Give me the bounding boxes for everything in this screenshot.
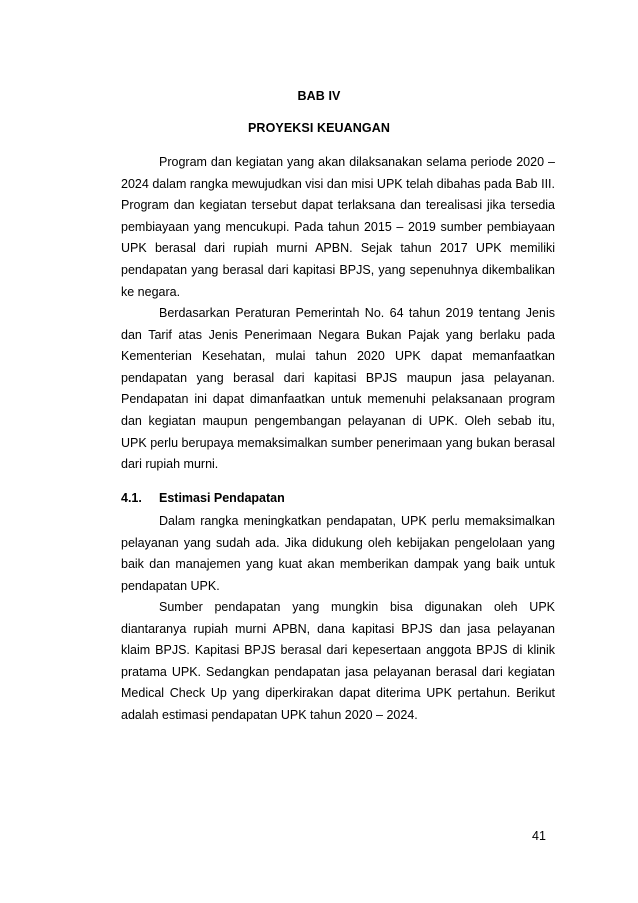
section-title: Estimasi Pendapatan	[159, 491, 285, 505]
paragraph-income-strategy	[121, 511, 555, 597]
paragraph-intro	[121, 152, 555, 303]
section-number: 4.1.	[121, 491, 142, 505]
paragraph-text: Berdasarkan Peraturan Pemerintah No. 64 tahun 2019 tentang Jenis dan Tarif atas Jenis Penerimaan Negara Bukan Pajak yang berlaku pada Kementerian Kesehatan, mulai tahun 2020 UPK dapat memanfaatkan pendapatan yang berasal dari kapitasi BPJS maupun jasa pelayanan. Pendapatan ini dapat dimanfaatkan untuk memenuhi pelaksanaan program dan kegiatan maupun pengembangan pelayanan di UPK. Oleh sebab itu, UPK perlu berupaya memaksimalkan sumber penerimaan yang bukan berasal dari rupiah murni.	[121, 306, 555, 472]
page-number: 41	[532, 829, 546, 843]
chapter-title: PROYEKSI KEUANGAN	[248, 121, 390, 135]
chapter-number: BAB IV	[297, 89, 341, 103]
paragraph-text: Sumber pendapatan yang mungkin bisa digunakan oleh UPK diantaranya rupiah murni APBN, dana kapitasi BPJS dan jasa pelayanan klaim BPJS. Kapitasi BPJS berasal dari kepesertaan anggota BPJS di klinik pratama UPK. Sedangkan pendapatan jasa pelayanan berasal dari kegiatan Medical Check Up yang diperkirakan dapat diterima UPK pertahun. Berikut adalah estimasi pendapatan UPK tahun 2020 – 2024.	[121, 600, 555, 722]
section-heading	[121, 491, 285, 505]
paragraph-text: Program dan kegiatan yang akan dilaksanakan selama periode 2020 – 2024 dalam rangka mewujudkan visi dan misi UPK telah dibahas pada Bab III. Program dan kegiatan tersebut dapat terlaksana dan terealisasi jika tersedia pembiayaan yang mencukupi. Pada tahun 2015 – 2019 sumber pembiayaan UPK berasal dari rupiah murni APBN. Sejak tahun 2017 UPK memiliki pendapatan yang berasal dari kapitasi BPJS, yang sepenuhnya dikembalikan ke negara.	[121, 155, 555, 299]
paragraph-text: Dalam rangka meningkatkan pendapatan, UPK perlu memaksimalkan pelayanan yang sudah ada. Jika didukung oleh kebijakan pengelolaan yang baik dan manajemen yang kuat akan memberikan dampak yang baik untuk pendapatan UPK.	[121, 514, 555, 593]
paragraph-income-sources	[121, 597, 555, 727]
paragraph-regulation	[121, 303, 555, 476]
